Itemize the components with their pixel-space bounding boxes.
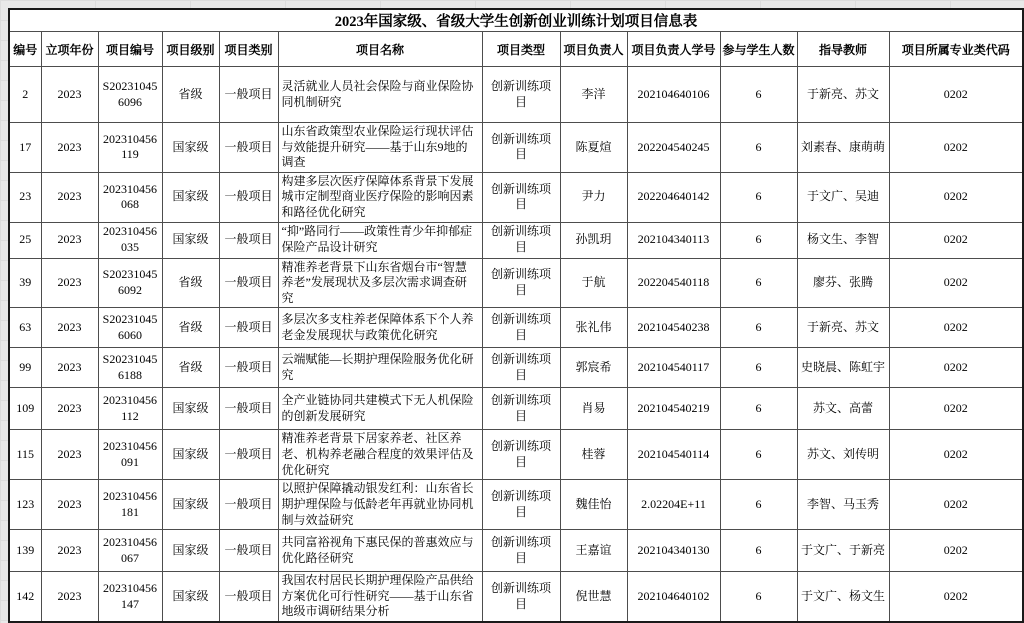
cell-leader-student-id: 202204640142: [627, 172, 720, 222]
cell-category: 一般项目: [219, 308, 278, 348]
cell-student-count: 6: [720, 308, 797, 348]
table-row: [9, 480, 1023, 530]
cell-id: 39: [9, 258, 41, 308]
cell-category: 一般项目: [219, 258, 278, 308]
cell-leader-student-id: 202104540114: [627, 430, 720, 480]
cell-id: 17: [9, 123, 41, 173]
cell-advisors: 于文广、于新亮: [797, 530, 889, 572]
cell-id: 109: [9, 388, 41, 430]
column-header-leader: 项目负责人: [560, 32, 627, 67]
cell-leader-student-id: 202104340130: [627, 530, 720, 572]
cell-major-code: 0202: [889, 222, 1023, 258]
cell-category: 一般项目: [219, 572, 278, 622]
cell-year: 2023: [41, 222, 98, 258]
cell-project-no: 202310456119: [98, 123, 162, 173]
cell-leader: 尹力: [560, 172, 627, 222]
table-row: [9, 67, 1023, 123]
cell-type: 创新训练项目: [482, 123, 560, 173]
cell-category: 一般项目: [219, 388, 278, 430]
cell-level: 省级: [162, 348, 219, 388]
table-row: [9, 172, 1023, 222]
cell-student-count: 6: [720, 222, 797, 258]
cell-level: 国家级: [162, 172, 219, 222]
cell-leader-student-id: 202104540117: [627, 348, 720, 388]
column-header-advisors: 指导教师: [797, 32, 889, 67]
cell-year: 2023: [41, 572, 98, 622]
cell-type: 创新训练项目: [482, 222, 560, 258]
cell-leader-student-id: 202204540245: [627, 123, 720, 173]
header-row: [9, 32, 1023, 67]
cell-student-count: 6: [720, 348, 797, 388]
cell-category: 一般项目: [219, 348, 278, 388]
table-row: [9, 430, 1023, 480]
cell-leader: 郭宸希: [560, 348, 627, 388]
column-header-category: 项目类别: [219, 32, 278, 67]
cell-leader-student-id: 202104640102: [627, 572, 720, 622]
cell-type: 创新训练项目: [482, 480, 560, 530]
cell-level: 国家级: [162, 222, 219, 258]
cell-advisors: 苏文、刘传明: [797, 430, 889, 480]
cell-major-code: 0202: [889, 172, 1023, 222]
cell-leader-student-id: 202104540238: [627, 308, 720, 348]
cell-major-code: 0202: [889, 123, 1023, 173]
cell-leader: 于航: [560, 258, 627, 308]
cell-leader: 魏佳怡: [560, 480, 627, 530]
table-row: [9, 258, 1023, 308]
cell-advisors: 杨文生、李智: [797, 222, 889, 258]
cell-major-code: 0202: [889, 572, 1023, 622]
cell-major-code: 0202: [889, 348, 1023, 388]
column-header-project-no: 项目编号: [98, 32, 162, 67]
cell-level: 国家级: [162, 480, 219, 530]
cell-year: 2023: [41, 530, 98, 572]
cell-major-code: 0202: [889, 430, 1023, 480]
cell-project-no: S202310456188: [98, 348, 162, 388]
column-header-year: 立项年份: [41, 32, 98, 67]
cell-student-count: 6: [720, 480, 797, 530]
cell-level: 省级: [162, 308, 219, 348]
cell-leader: 倪世慧: [560, 572, 627, 622]
cell-advisors: 于新亮、苏文: [797, 67, 889, 123]
cell-student-count: 6: [720, 530, 797, 572]
cell-project-no: 202310456068: [98, 172, 162, 222]
cell-type: 创新训练项目: [482, 572, 560, 622]
projects-info-table: [8, 8, 1024, 623]
cell-leader-student-id: 202204540118: [627, 258, 720, 308]
table-body: [9, 67, 1023, 622]
cell-id: 63: [9, 308, 41, 348]
cell-advisors: 于文广、杨文生: [797, 572, 889, 622]
table-row: [9, 388, 1023, 430]
cell-student-count: 6: [720, 172, 797, 222]
cell-year: 2023: [41, 388, 98, 430]
cell-id: 99: [9, 348, 41, 388]
cell-leader-student-id: 2.02204E+11: [627, 480, 720, 530]
cell-type: 创新训练项目: [482, 530, 560, 572]
cell-project-no: 202310456112: [98, 388, 162, 430]
cell-major-code: 0202: [889, 530, 1023, 572]
cell-type: 创新训练项目: [482, 430, 560, 480]
cell-type: 创新训练项目: [482, 348, 560, 388]
cell-category: 一般项目: [219, 530, 278, 572]
cell-id: 142: [9, 572, 41, 622]
cell-student-count: 6: [720, 388, 797, 430]
cell-student-count: 6: [720, 67, 797, 123]
cell-id: 115: [9, 430, 41, 480]
cell-category: 一般项目: [219, 222, 278, 258]
cell-name: 山东省政策型农业保险运行现状评估与效能提升研究——基于山东9地的调查: [278, 123, 482, 173]
cell-year: 2023: [41, 430, 98, 480]
cell-project-no: S202310456092: [98, 258, 162, 308]
cell-year: 2023: [41, 67, 98, 123]
cell-type: 创新训练项目: [482, 258, 560, 308]
table-row: [9, 348, 1023, 388]
cell-year: 2023: [41, 258, 98, 308]
cell-level: 国家级: [162, 530, 219, 572]
cell-name: “抑”路同行——政策性青少年抑郁症保险产品设计研究: [278, 222, 482, 258]
column-header-student-count: 参与学生人数: [720, 32, 797, 67]
cell-year: 2023: [41, 348, 98, 388]
cell-level: 国家级: [162, 430, 219, 480]
table-row: [9, 530, 1023, 572]
cell-id: 139: [9, 530, 41, 572]
cell-category: 一般项目: [219, 480, 278, 530]
cell-leader: 李洋: [560, 67, 627, 123]
cell-project-no: 202310456035: [98, 222, 162, 258]
table-title: 2023年国家级、省级大学生创新创业训练计划项目信息表: [9, 9, 1023, 32]
cell-leader: 王嘉谊: [560, 530, 627, 572]
cell-name: 共同富裕视角下惠民保的普惠效应与优化路径研究: [278, 530, 482, 572]
cell-leader: 陈夏煊: [560, 123, 627, 173]
table-row: [9, 123, 1023, 173]
cell-student-count: 6: [720, 123, 797, 173]
cell-project-no: 202310456091: [98, 430, 162, 480]
column-header-name: 项目名称: [278, 32, 482, 67]
column-header-leader-student-id: 项目负责人学号: [627, 32, 720, 67]
cell-leader-student-id: 202104540219: [627, 388, 720, 430]
cell-year: 2023: [41, 123, 98, 173]
cell-project-no: 202310456067: [98, 530, 162, 572]
cell-year: 2023: [41, 480, 98, 530]
cell-id: 23: [9, 172, 41, 222]
cell-id: 123: [9, 480, 41, 530]
cell-level: 国家级: [162, 388, 219, 430]
cell-advisors: 史晓晨、陈虹宇: [797, 348, 889, 388]
cell-leader: 肖易: [560, 388, 627, 430]
cell-category: 一般项目: [219, 430, 278, 480]
column-header-major-code: 项目所属专业类代码: [889, 32, 1023, 67]
cell-project-no: S202310456096: [98, 67, 162, 123]
cell-major-code: 0202: [889, 67, 1023, 123]
cell-project-no: 202310456147: [98, 572, 162, 622]
cell-project-no: 202310456181: [98, 480, 162, 530]
cell-name: 构建多层次医疗保障体系背景下发展城市定制型商业医疗保险的影响因素和路径优化研究: [278, 172, 482, 222]
cell-year: 2023: [41, 308, 98, 348]
cell-leader-student-id: 202104640106: [627, 67, 720, 123]
table-row: [9, 222, 1023, 258]
cell-major-code: 0202: [889, 258, 1023, 308]
cell-name: 精准养老背景下居家养老、社区养老、机构养老融合程度的效果评估及优化研究: [278, 430, 482, 480]
cell-type: 创新训练项目: [482, 172, 560, 222]
cell-student-count: 6: [720, 430, 797, 480]
cell-category: 一般项目: [219, 172, 278, 222]
cell-name: 多层次多支柱养老保障体系下个人养老金发展现状与政策优化研究: [278, 308, 482, 348]
table-row: [9, 308, 1023, 348]
cell-major-code: 0202: [889, 388, 1023, 430]
cell-name: 灵活就业人员社会保险与商业保险协同机制研究: [278, 67, 482, 123]
title-row: [9, 9, 1023, 32]
cell-advisors: 苏文、高蕾: [797, 388, 889, 430]
cell-level: 省级: [162, 67, 219, 123]
cell-id: 2: [9, 67, 41, 123]
cell-name: 以照护保障撬动银发红利：山东省长期护理保险与低龄老年再就业协同机制与效益研究: [278, 480, 482, 530]
cell-advisors: 于新亮、苏文: [797, 308, 889, 348]
column-header-type: 项目类型: [482, 32, 560, 67]
cell-name: 我国农村居民长期护理保险产品供给方案优化可行性研究——基于山东省地级市调研结果分析: [278, 572, 482, 622]
cell-advisors: 廖芬、张腾: [797, 258, 889, 308]
cell-major-code: 0202: [889, 308, 1023, 348]
cell-type: 创新训练项目: [482, 67, 560, 123]
cell-level: 省级: [162, 258, 219, 308]
cell-leader-student-id: 202104340113: [627, 222, 720, 258]
cell-id: 25: [9, 222, 41, 258]
cell-level: 国家级: [162, 572, 219, 622]
column-header-level: 项目级别: [162, 32, 219, 67]
cell-type: 创新训练项目: [482, 308, 560, 348]
cell-leader: 张礼伟: [560, 308, 627, 348]
cell-name: 精准养老背景下山东省烟台市“智慧养老”发展现状及多层次需求调查研究: [278, 258, 482, 308]
cell-level: 国家级: [162, 123, 219, 173]
cell-major-code: 0202: [889, 480, 1023, 530]
cell-student-count: 6: [720, 258, 797, 308]
cell-leader: 孙凯玥: [560, 222, 627, 258]
cell-advisors: 刘素春、康萌萌: [797, 123, 889, 173]
cell-project-no: S202310456060: [98, 308, 162, 348]
cell-student-count: 6: [720, 572, 797, 622]
cell-leader: 桂蓉: [560, 430, 627, 480]
cell-name: 全产业链协同共建模式下无人机保险的创新发展研究: [278, 388, 482, 430]
cell-category: 一般项目: [219, 123, 278, 173]
cell-advisors: 于文广、吴迪: [797, 172, 889, 222]
cell-category: 一般项目: [219, 67, 278, 123]
column-header-id: 编号: [9, 32, 41, 67]
table-row: [9, 572, 1023, 622]
cell-name: 云端赋能—长期护理保险服务优化研究: [278, 348, 482, 388]
cell-advisors: 李智、马玉秀: [797, 480, 889, 530]
cell-year: 2023: [41, 172, 98, 222]
cell-type: 创新训练项目: [482, 388, 560, 430]
